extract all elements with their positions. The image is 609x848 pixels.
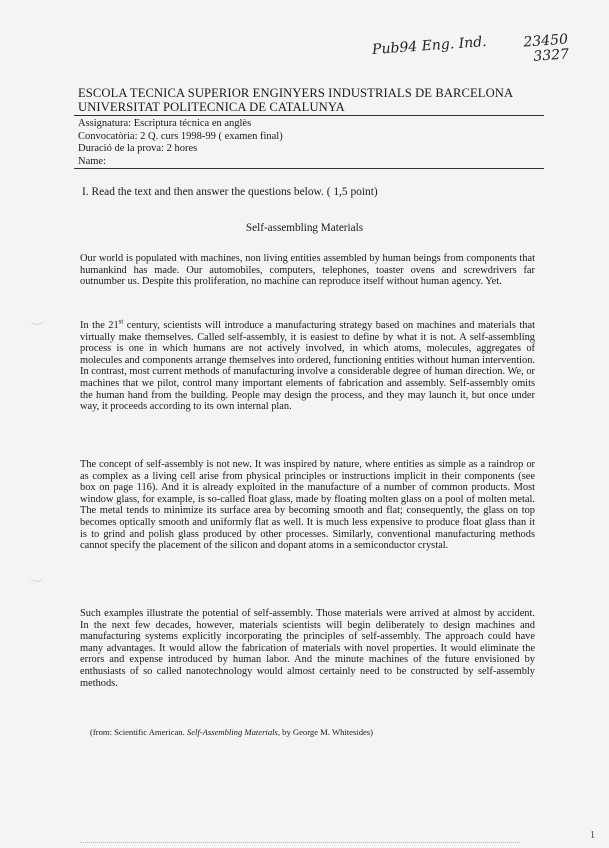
question-instruction: I. Read the text and then answer the questions below. ( 1,5 point)	[82, 186, 378, 198]
catalog-number-line1: 23450	[523, 31, 569, 51]
exam-metadata	[78, 118, 283, 168]
bleed-through-text	[80, 842, 520, 846]
subject-line: Assignatura: Escriptura técnica en anglès	[78, 118, 252, 129]
paragraph-4: Such examples illustrate the potential of self-assembly. Those materials were arrived at almost by accident. In the next few decades, however, materials scientists will begin deliberately to design machines and manufacturing systems explicitly incorporating the principles of self-assembly. The approach could have many advantages. It would allow the fabrication of materials with novel properties. It would eliminate the errors and expense introduced by human labor. And the minute machines of the future envisioned by enthusiasts of so called nanotechnology would almost certainly need to be constructed by self-assembly methods.	[80, 608, 535, 689]
source-citation	[90, 727, 373, 737]
header-rule-top	[74, 115, 544, 116]
institution-header	[78, 86, 548, 114]
source-suffix: , by George M. Whitesides)	[277, 727, 374, 737]
institution-line1: ESCOLA TECNICA SUPERIOR ENGINYERS INDUSTRIALS DE BARCELONA	[78, 86, 514, 100]
article-title: Self-assembling Materials	[245, 222, 364, 234]
paragraph-2-start: In the 21	[80, 320, 119, 331]
paragraph-2	[80, 317, 535, 413]
punch-hole-mark	[30, 318, 44, 325]
handwritten-reference-note: Pub94 Eng. Ind.	[371, 34, 488, 58]
paragraph-1: Our world is populated with machines, non living entities assembled by human beings from components that humankind has made. Our automobiles, computers, telephones, toaster ovens and screwdrivers far outnumber us. Despite this proliferation, no machine can reproduce itself without human agency. Yet.	[80, 253, 535, 288]
source-prefix: (from: Scientific American.	[90, 727, 185, 737]
catalog-number-line2: 3327	[533, 46, 570, 65]
name-line: Name:	[78, 155, 106, 167]
page-number: 1	[590, 830, 595, 841]
ordinal-suffix: st	[118, 317, 124, 326]
paragraph-2-rest: century, scientists will introduce a manufacturing strategy based on machines and materials that virtually make themselves. Called self-assembly, it is easiest to define by what it is not. A self-assembling process is one in which humans are not actively involved, in which atoms, molecules, aggregates of molecules and components arrange themselves into ordered, functioning entities without human intervention. In contrast, most current methods of manufacturing involve a considerable degree of human direction. We, or machines that we pilot, control many important elements of fabrication and assembly. Self-assembly omits the human hand from the building. People may design the process, and they may launch it, but once under way, it proceeds according to its own internal plan.	[80, 320, 535, 413]
call-line: Convocatòria: 2 Q. curs 1998-99 ( examen final)	[78, 130, 283, 142]
handwritten-catalog-number	[523, 32, 570, 65]
duration-line: Duració de la prova: 2 hores	[78, 143, 198, 154]
paragraph-3: The concept of self-assembly is not new. It was inspired by nature, where entities as simple as a raindrop or as complex as a living cell arise from physical principles or instructions implicit in their components (see box on page 116). And it is already exploited in the manufacture of a number of common products. Most window glass, for example, is so-called float glass, made by floating molten glass on a pool of molten metal. The metal tends to minimize its surface area by becoming smooth and flat; consequently, the glass on top becomes optically smooth and uniformly flat as well. It is much less expensive to produce float glass than it is to grind and polish glass produced by other processes. Similarly, conventional manufacturing methods cannot specify the placement of the silicon and dopant atoms in a semiconductor crystal.	[80, 459, 535, 552]
source-title: Self-Assembling Materials	[186, 727, 278, 737]
institution-line2: UNIVERSITAT POLITECNICA DE CATALUNYA	[78, 100, 345, 114]
punch-hole-mark	[30, 575, 44, 582]
header-rule-bottom	[74, 168, 544, 169]
